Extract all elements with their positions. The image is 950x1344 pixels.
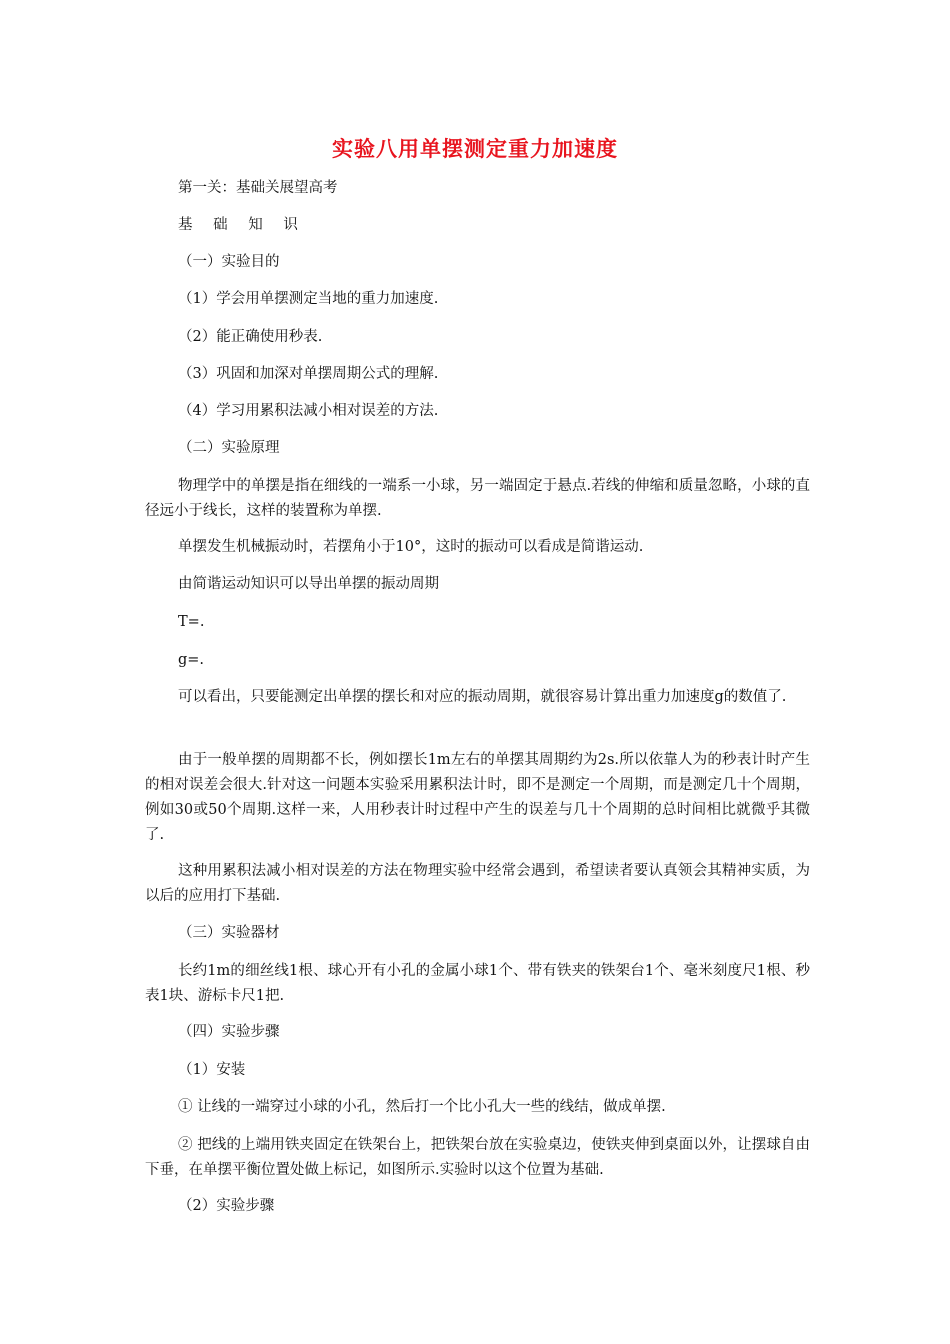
principle-paragraph-1: 物理学中的单摆是指在细线的一端系一小球，另一端固定于悬点.若线的伸缩和质量忽略，小球的直径远小于线长，这样的装置称为单摆.	[145, 478, 810, 519]
principle-paragraph-4: 可以看出，只要能测定出单摆的摆长和对应的振动周期，就很容易计算出重力加速度g的数值了.	[178, 689, 787, 705]
procedure-heading: （2）实验步骤	[178, 1198, 275, 1214]
purpose-heading: （一）实验目的	[178, 254, 280, 270]
purpose-item-3: （3）巩固和加深对单摆周期公式的理解.	[178, 366, 439, 382]
subsection-heading: 基 础 知 识	[178, 217, 306, 233]
install-heading: （1）安装	[178, 1062, 246, 1078]
install-step-1: ① 让线的一端穿过小球的小孔，然后打一个比小孔大一些的线结，做成单摆.	[178, 1099, 666, 1115]
formula-period: T=.	[178, 614, 205, 630]
document-title: 实验八用单摆测定重力加速度	[332, 136, 618, 161]
formula-gravity: g=.	[178, 652, 205, 668]
install-step-2: ② 把线的上端用铁夹固定在铁架台上，把铁架台放在实验桌边，使铁夹伸到桌面以外，让摆球自由下垂，在单摆平衡位置处做上标记，如图所示.实验时以这个位置为基础.	[145, 1137, 810, 1178]
principle-heading: （二）实验原理	[178, 440, 280, 456]
section-heading: 第一关：基础关展望高考	[178, 180, 338, 196]
purpose-item-2: （2）能正确使用秒表.	[178, 329, 323, 345]
principle-paragraph-2: 单摆发生机械振动时，若摆角小于10°，这时的振动可以看成是简谐运动.	[178, 539, 644, 555]
purpose-item-1: （1）学会用单摆测定当地的重力加速度.	[178, 291, 439, 307]
principle-paragraph-3: 由简谐运动知识可以导出单摆的振动周期	[178, 576, 439, 592]
principle-paragraph-5: 由于一般单摆的周期都不长，例如摆长1m左右的单摆其周期约为2s.所以依靠人为的秒表计时产生的相对误差会很大.针对这一问题本实验采用累积法计时，即不是测定一个周期，而是测定几十个周期，例如30或50个周期.这样一来，人用秒表计时过程中产生的误差与几十个周期的总时间相比就微乎其微了.	[145, 752, 810, 843]
steps-heading: （四）实验步骤	[178, 1024, 280, 1040]
equipment-heading: （三）实验器材	[178, 925, 280, 941]
equipment-paragraph: 长约1m的细丝线1根、球心开有小孔的金属小球1个、带有铁夹的铁架台1个、毫米刻度尺1根、秒表1块、游标卡尺1把.	[145, 963, 810, 1004]
principle-paragraph-6: 这种用累积法减小相对误差的方法在物理实验中经常会遇到，希望读者要认真领会其精神实质，为以后的应用打下基础.	[145, 863, 810, 904]
purpose-item-4: （4）学习用累积法减小相对误差的方法.	[178, 403, 439, 419]
